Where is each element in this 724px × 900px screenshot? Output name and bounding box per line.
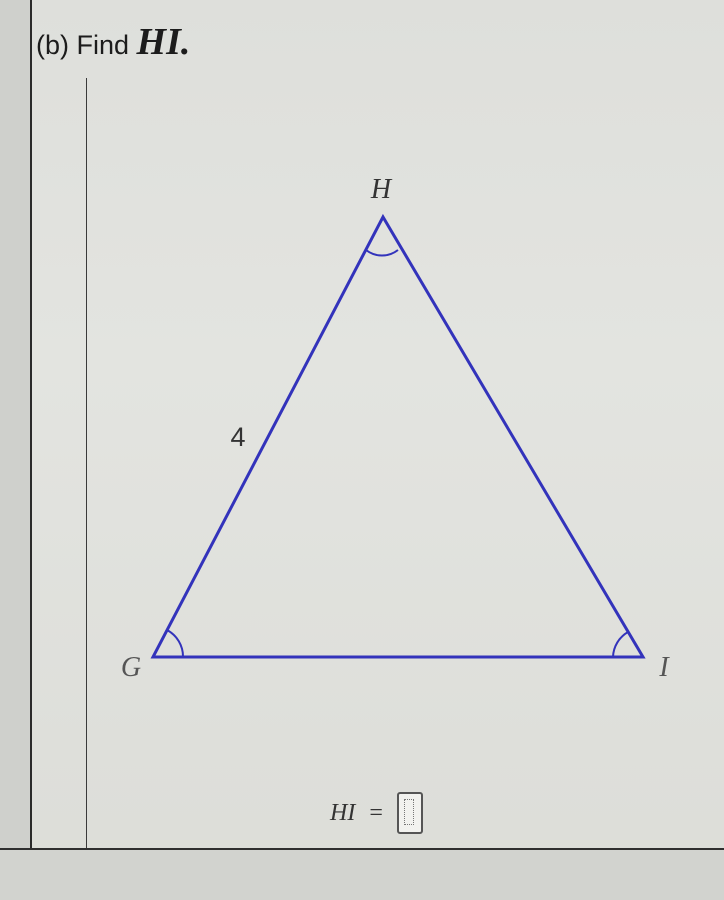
side-label-GH: 4 (230, 422, 246, 452)
bottom-strip (0, 850, 724, 900)
answer-row (330, 790, 423, 836)
triangle-GHI (153, 217, 643, 657)
question-prefix: (b) Find (36, 30, 130, 60)
angle-mark-I (613, 632, 628, 657)
angle-mark-G (167, 630, 183, 657)
question-variable: HI. (136, 21, 191, 63)
equals-sign: = (369, 799, 383, 826)
answer-label: HI (330, 799, 356, 826)
vertex-label-H: H (370, 174, 392, 205)
angle-mark-H (366, 250, 398, 256)
answer-input[interactable] (397, 792, 423, 834)
vertex-label-G: G (120, 652, 142, 683)
vertex-label-I: I (659, 652, 669, 683)
